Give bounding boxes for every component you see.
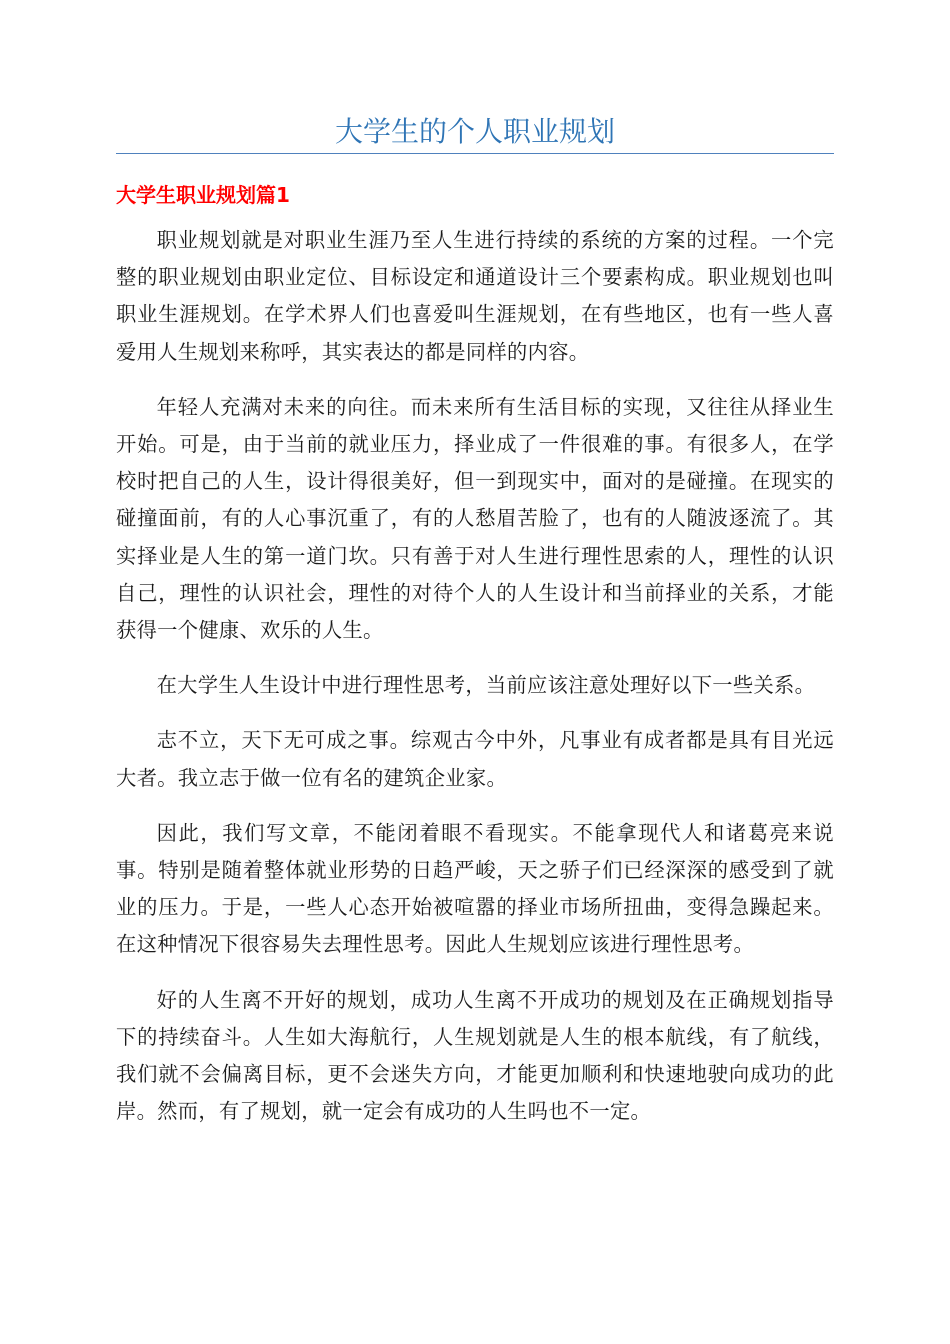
paragraph: 年轻人充满对未来的向往。而未来所有生活目标的实现，又往往从择业生开始。可是，由于当前的就业压力，择业成了一件很难的事。有很多人，在学校时把自己的人生，设计得很美好，但一到现实中，面对的是碰撞。在现实的碰撞面前，有的人心事沉重了，有的人愁眉苦脸了，也有的人随波逐流了。其实择业是人生的第一道门坎。只有善于对人生进行理性思索的人，理性的认识自己，理性的认识社会，理性的对待个人的人生设计和当前择业的关系，才能获得一个健康、欢乐的人生。 [116,394,834,643]
paragraph: 志不立，天下无可成之事。综观古今中外，凡事业有成者都是具有目光远大者。我立志于做一位有名的建筑企业家。 [116,728,834,790]
title-divider [116,153,834,154]
paragraph: 因此，我们写文章，不能闭着眼不看现实。不能拿现代人和诸葛亮来说事。特别是随着整体就业形势的日趋严峻，天之骄子们已经深深的感受到了就业的压力。于是，一些人心态开始被喧嚣的择业市场所扭曲，变得急躁起来。在这种情况下很容易失去理性思考。因此人生规划应该进行理性思考。 [116,820,834,957]
document-title: 大学生的个人职业规划 [334,115,615,148]
section-heading: 大学生职业规划篇1 [116,183,290,207]
document-body [116,222,834,1148]
paragraph: 好的人生离不开好的规划，成功人生离不开成功的规划及在正确规划指导下的持续奋斗。人生如大海航行，人生规划就是人生的根本航线，有了航线，我们就不会偏离目标，更不会迷失方向，才能更加顺利和快速地驶向成功的此岸。然而，有了规划，就一定会有成功的人生吗也不一定。 [116,987,834,1124]
paragraph: 在大学生人生设计中进行理性思考，当前应该注意处理好以下一些关系。 [156,673,816,698]
paragraph: 职业规划就是对职业生涯乃至人生进行持续的系统的方案的过程。一个完整的职业规划由职业定位、目标设定和通道设计三个要素构成。职业规划也叫职业生涯规划。在学术界人们也喜爱叫生涯规划，在有些地区，也有一些人喜爱用人生规划来称呼，其实表达的都是同样的内容。 [116,228,834,364]
